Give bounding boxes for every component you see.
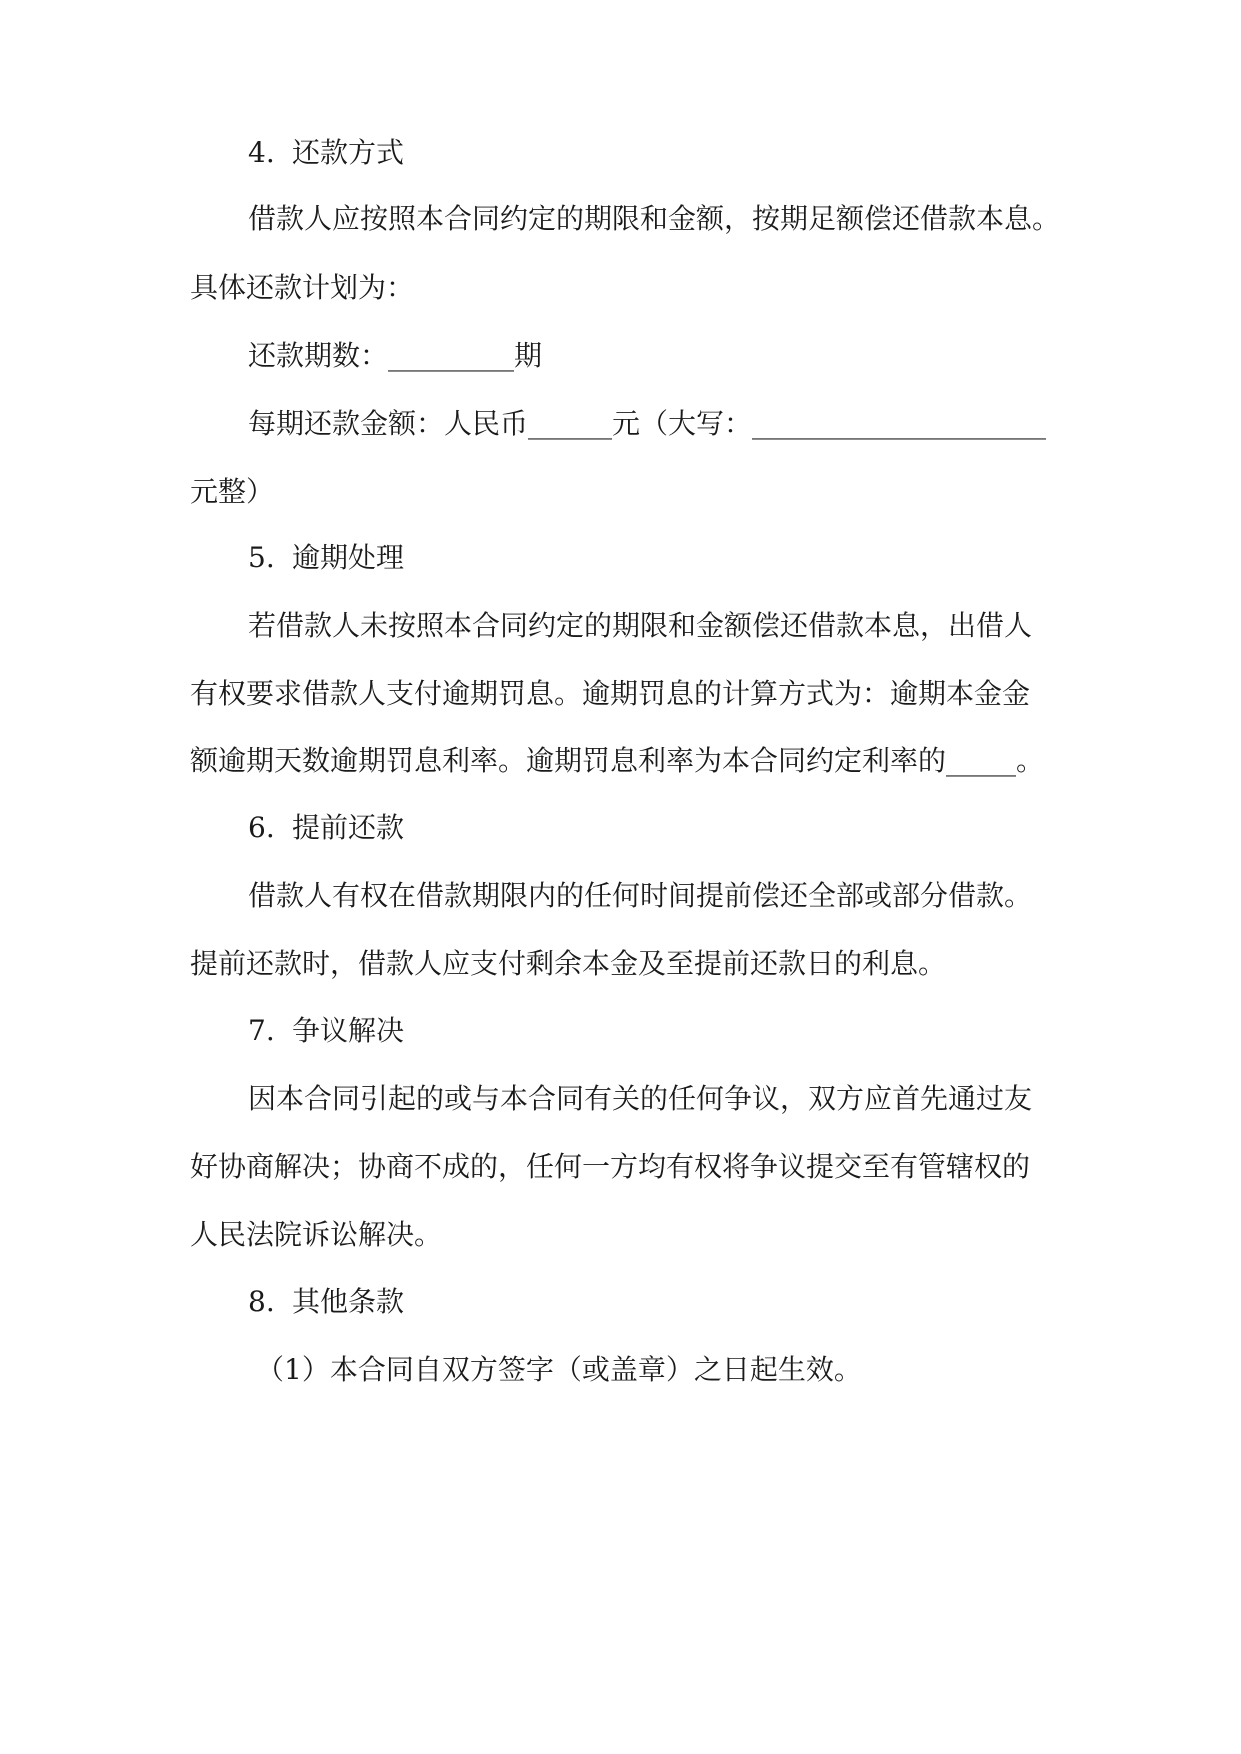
section-7-heading bbox=[248, 1013, 1078, 1049]
paragraph-line: 人民法院诉讼解决。 bbox=[190, 1218, 443, 1251]
repayment-periods-field: 还款期数：_________期 bbox=[248, 339, 543, 372]
paragraph-line: 具体还款计划为： bbox=[190, 271, 415, 304]
section-title: 其他条款 bbox=[292, 1285, 405, 1318]
section-title: 提前还款 bbox=[292, 811, 405, 844]
section-title: 还款方式 bbox=[292, 136, 405, 169]
section-5-heading bbox=[248, 540, 1078, 576]
section-title: 争议解决 bbox=[292, 1014, 405, 1047]
repayment-amount-field: 每期还款金额：人民币______元（大写：_____________________ bbox=[248, 407, 1047, 440]
paragraph-line: 提前还款时，借款人应支付剩余本金及至提前还款日的利息。 bbox=[190, 947, 947, 980]
paragraph-line: 借款人有权在借款期限内的任何时间提前偿还全部或部分借款。 bbox=[248, 879, 1033, 912]
section-number: 8. bbox=[248, 1285, 275, 1318]
section-8-heading bbox=[248, 1284, 1078, 1320]
paragraph-line: 有权要求借款人支付逾期罚息。逾期罚息的计算方式为：逾期本金金 bbox=[190, 677, 1031, 710]
paragraph-line: 好协商解决；协商不成的，任何一方均有权将争议提交至有管辖权的 bbox=[190, 1150, 1031, 1183]
section-number: 5. bbox=[248, 541, 275, 574]
paragraph-line: 额逾期天数逾期罚息利率。逾期罚息利率为本合同约定利率的_____。 bbox=[190, 744, 1045, 777]
section-number: 4. bbox=[248, 136, 275, 169]
section-6-heading bbox=[248, 810, 1078, 846]
section-4-heading bbox=[248, 135, 1078, 171]
paragraph-line: 若借款人未按照本合同约定的期限和金额偿还借款本息，出借人 bbox=[248, 609, 1033, 642]
clause-item: （1）本合同自双方签字（或盖章）之日起生效。 bbox=[256, 1353, 862, 1386]
paragraph-line: 借款人应按照本合同约定的期限和金额，按期足额偿还借款本息。 bbox=[248, 202, 1061, 235]
section-number: 6. bbox=[248, 811, 275, 844]
paragraph-line: 元整） bbox=[190, 475, 275, 508]
section-title: 逾期处理 bbox=[292, 541, 405, 574]
section-number: 7. bbox=[248, 1014, 275, 1047]
paragraph-line: 因本合同引起的或与本合同有关的任何争议，双方应首先通过友 bbox=[248, 1082, 1033, 1115]
